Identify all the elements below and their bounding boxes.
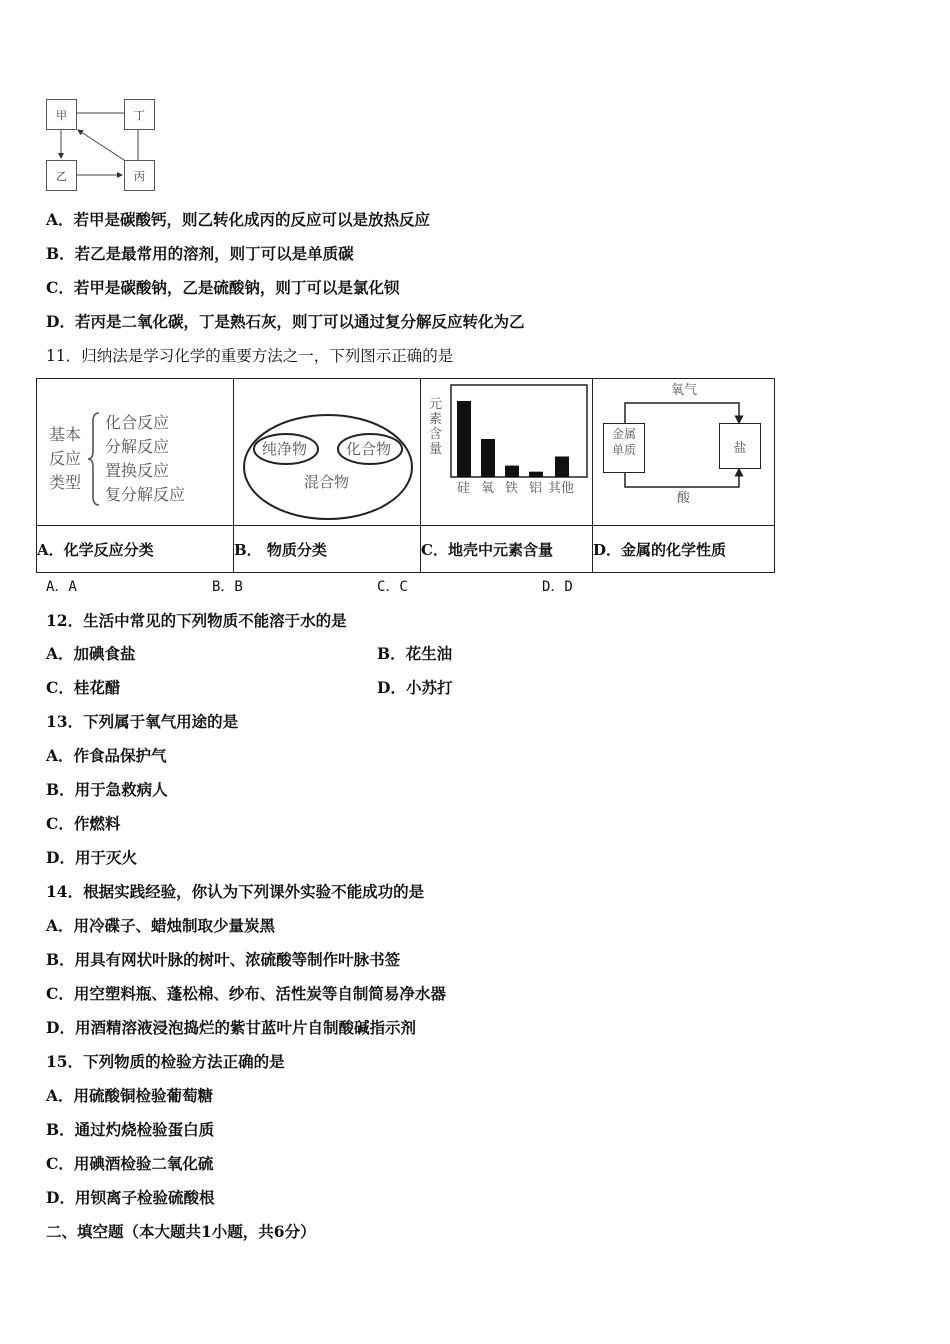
q12-option-d: D．小苏打 [377,678,453,697]
bar-label: 铁 [505,481,519,496]
label-oxygen: 氧气 [671,383,698,398]
q15-option-c: C．用碘酒检验二氧化硫 [46,1154,214,1173]
q14-stem: 14．根据实践经验，你认为下列课外实验不能成功的是 [46,882,425,901]
bar-label: 硅 [457,481,471,496]
bar-label: 氧 [481,481,495,496]
label-left-3: 类型 [49,473,82,492]
q14-option-b: B．用具有网状叶脉的树叶、浓硫酸等制作叶脉书签 [46,950,401,969]
q10-option-c: C．若甲是碳酸钠，乙是硫酸钠，则丁可以是氯化钡 [46,278,400,297]
box-yi: 乙 [46,160,77,191]
q11-option-a: A．A [46,579,77,595]
q10-option-b: B．若乙是最常用的溶剂，则丁可以是单质碳 [46,244,354,263]
q12-option-b: B．花生油 [377,644,453,663]
q11-option-b: B．B [212,579,243,595]
bar-3 [529,472,543,477]
item: 置换反应 [105,461,170,480]
label-left-2: 反应 [49,449,82,468]
q13-option-d: D．用于灭火 [46,848,137,867]
q15-option-b: B．通过灼烧检验蛋白质 [46,1120,215,1139]
q15-stem: 15．下列物质的检验方法正确的是 [46,1052,285,1071]
q10-option-a: A．若甲是碳酸钙，则乙转化成丙的反应可以是放热反应 [46,210,431,229]
q10-arrow-diagram [0,0,200,200]
q11-table [36,378,775,573]
bar-label: 其他 [548,481,575,496]
q15-option-a: A．用硫酸铜检验葡萄糖 [46,1086,214,1105]
q10-option-d: D．若丙是二氧化碳，丁是熟石灰，则丁可以通过复分解反应转化为乙 [46,312,525,331]
q12-stem: 12．生活中常见的下列物质不能溶于水的是 [46,611,347,630]
bar-2 [505,466,519,477]
box-jia: 甲 [46,99,77,130]
q13-option-c: C．作燃料 [46,814,121,833]
y-axis-label: 元素含量 [429,397,443,457]
q11-option-d: D．D [542,579,573,595]
label-compound: 化合物 [346,440,392,458]
q11-option-c: C．C [377,579,408,595]
q15-option-d: D．用钡离子检验硫酸根 [46,1188,215,1207]
item: 分解反应 [105,437,170,456]
cell-d-diagram [593,379,775,526]
q11-stem: 11．归纳法是学习化学的重要方法之一，下列图示正确的是 [46,347,454,365]
caption-a: A．化学反应分类 [37,526,234,573]
caption-d: D．金属的化学性质 [593,526,775,573]
q13-option-a: A．作食品保护气 [46,746,167,765]
brace-icon [87,411,101,507]
bar-1 [481,439,495,477]
box-salt: 盐 [719,423,761,469]
q14-option-a: A．用冷碟子、蜡烛制取少量炭黑 [46,916,276,935]
q14-option-d: D．用酒精溶液浸泡捣烂的紫甘蓝叶片自制酸碱指示剂 [46,1018,416,1037]
bar-4 [555,456,569,477]
q13-option-b: B．用于急救病人 [46,780,168,799]
section-2-heading: 二、填空题（本大题共1小题，共6分） [46,1222,316,1241]
label-mixture: 混合物 [304,473,350,491]
item: 化合反应 [105,413,170,432]
label-left-1: 基本 [49,425,82,444]
bar-0 [457,401,471,477]
q13-stem: 13．下列属于氧气用途的是 [46,712,239,731]
item: 复分解反应 [105,485,186,504]
label-acid: 酸 [677,491,691,506]
cell-a-diagram [37,379,234,526]
caption-b: B． 物质分类 [234,526,421,573]
label-pure: 纯净物 [262,440,308,458]
q12-option-a: A．加碘食盐 [46,644,136,663]
caption-c: C．地壳中元素含量 [421,526,593,573]
bar-chart [421,379,593,525]
q14-option-c: C．用空塑料瓶、蓬松棉、纱布、活性炭等自制简易净水器 [46,984,446,1003]
cell-b-diagram [234,379,421,526]
box-ding: 丁 [124,99,155,130]
q12-option-c: C．桂花醋 [46,678,121,697]
box-bing: 丙 [124,160,155,191]
box-metal: 金属单质 [603,423,645,473]
bar-label: 铝 [529,481,543,496]
cell-c-diagram [421,379,593,526]
